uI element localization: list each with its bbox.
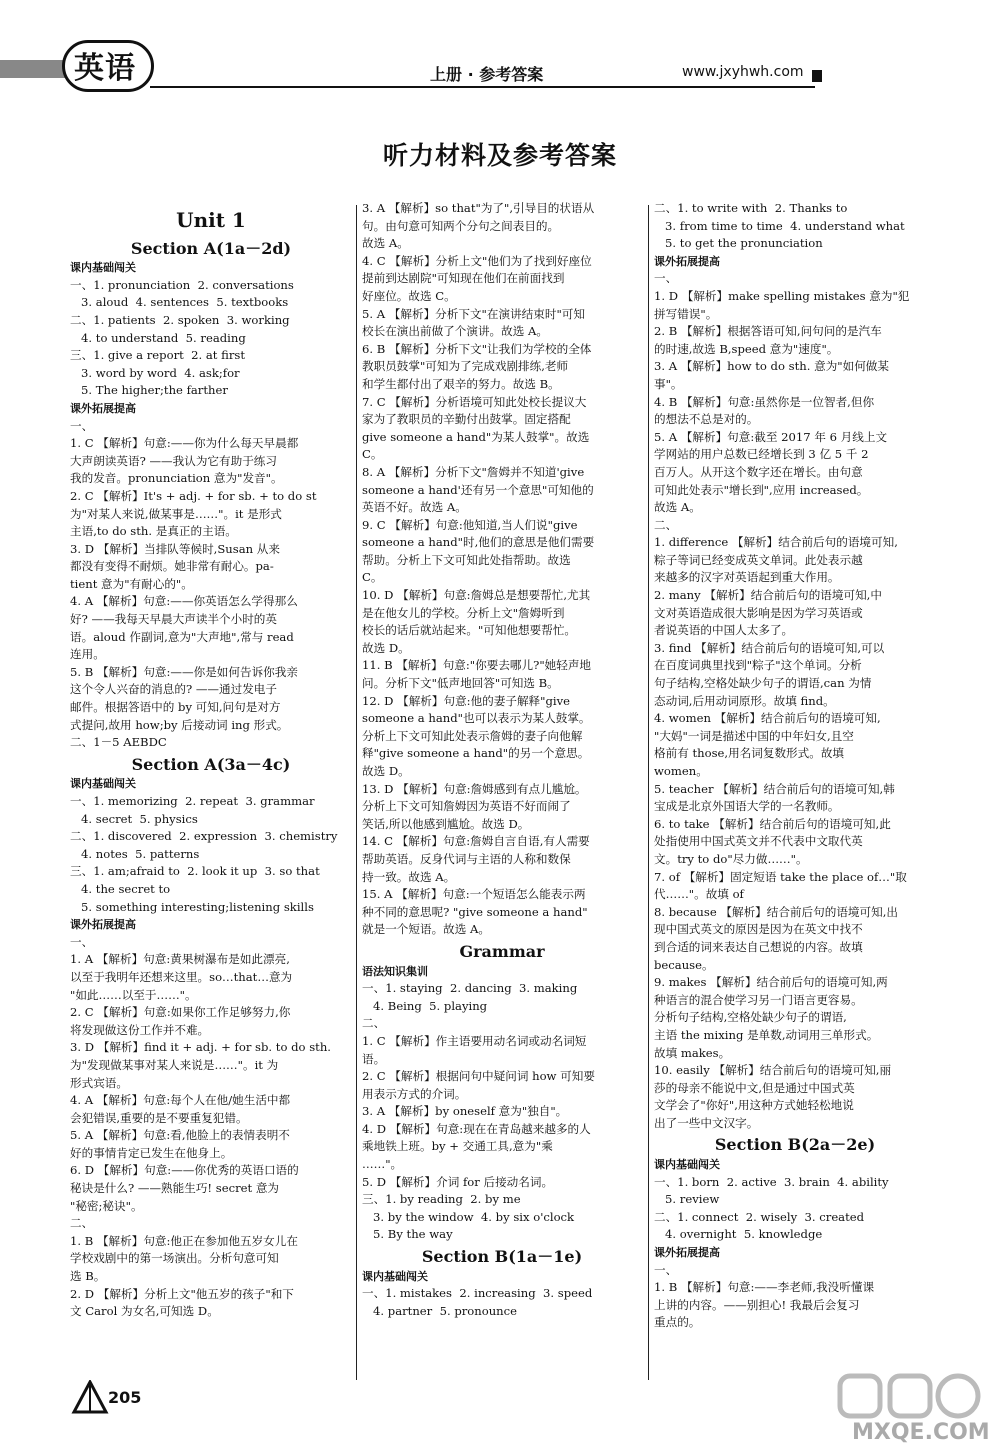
answer-line: 4. C 【解析】分析上文"他们为了找到好座位 [362,253,592,268]
section-heading: Section A(3a－4c) [131,754,291,774]
answer-line: 代……"。故填 of [654,887,744,902]
answer-line: 1. B 【解析】句意:他正在参加他五岁女儿在 [70,1233,298,1248]
answer-line: 宝成是北京外国语大学的一名教师。 [654,799,840,814]
answer-line: 帮助。分析上下文可知此处指帮助。故选 [362,552,571,567]
answer-line: 一、 [70,934,94,949]
answer-line: 5. A 【解析】句意:截至 2017 年 6 月线上文 [654,429,888,444]
answer-line: 3. A 【解析】by oneself 意为"独自"。 [362,1104,568,1119]
answer-line: "秘密;秘诀"。 [70,1198,143,1213]
answer-line: 问。分析下文"低声地回答"可知选 B。 [362,676,559,691]
watermark-text: MXQE.COM [852,1420,990,1445]
answer-line: 1. difference 【解析】结合前后句的语境可知, [654,535,898,550]
answer-line: 二、1. discovered 2. expression 3. chemistry [70,829,338,844]
answer-line: 这个令人兴奋的消息的? ——通过发电子 [70,682,277,697]
subsection-label: 课内基础闯关 [654,1158,720,1172]
answer-line: 12. D 【解析】句意:他的妻子解释"give [362,693,571,708]
answer-line: 形式宾语。 [70,1075,128,1090]
answer-line: 15. A 【解析】句意:一个短语怎么能表示两 [362,887,586,902]
answer-line: 以至于我明年还想来这里。so…that…意为 [70,969,293,984]
subsection-label: 课外拓展提高 [654,1246,720,1260]
answer-line: 二、1. patients 2. spoken 3. working [70,312,290,327]
answer-line: 三、1. give a report 2. at first [70,348,246,363]
answer-line: 4. women 【解析】结合前后句的语境可知, [654,711,881,726]
answer-line: 2. B 【解析】根据答语可知,问句问的是汽车 [654,324,882,339]
answer-line: 4. D 【解析】句意:现在在青岛越来越多的人 [362,1121,591,1136]
answer-line: 乘地铁上班。by + 交通工具,意为"乘 [362,1139,553,1154]
answer-line: 3. word by word 4. ask;for [70,365,240,380]
answer-line: 文对英语造成很大影响是因为学习英语或 [654,605,863,620]
answer-line: 我的发音。pronunciation 意为"发音"。 [70,471,283,486]
answer-line: 9. C 【解析】句意:他知道,当人们说"give [362,517,578,532]
answer-line: 1. D 【解析】make spelling mistakes 意为"犯 [654,288,910,303]
answer-line: give someone a hand"为某人鼓掌"。故选 [362,429,590,444]
answer-line: 2. C 【解析】It's + adj. + for sb. + to do st [70,488,317,503]
column-divider [648,205,649,1380]
answer-line: 5. A 【解析】分析下文"在演讲结束时"可知 [362,306,585,321]
answer-line: 4. Being 5. playing [362,998,488,1013]
answer-line: 4. overnight 5. knowledge [654,1227,823,1242]
answer-line: 式提问,故用 how;by 后接动词 ing 形式。 [70,717,289,732]
answer-line: 7. of 【解析】固定短语 take the place of…"取 [654,869,907,884]
column-divider [356,205,357,1380]
subsection-label: 课外拓展提高 [70,401,136,415]
answer-line: 故填 makes。 [654,1045,731,1060]
answer-line: 8. because 【解析】结合前后句的语境可知,出 [654,904,898,919]
answer-line: 一、1. born 2. active 3. brain 4. ability [654,1174,889,1189]
page-title: 听力材料及参考答案 [382,141,617,170]
answer-line: 处指使用中国式英文并不代表中文取代英 [654,834,863,849]
answer-line: 1. A 【解析】句意:黄果树瀑布是如此漂亮, [70,952,290,967]
answer-line: 13. D 【解析】句意:詹姆感到有点儿尴尬。 [362,781,587,796]
answer-line: 的时速,故选 B,speed 意为"速度"。 [654,341,839,356]
answer-line: 校长在演出前做了个演讲。故选 A。 [362,324,548,339]
english-logo [0,40,160,88]
answer-line: "如此……以至于……"。 [70,987,197,1002]
sailboat-icon [70,1380,110,1416]
header-marker [812,70,822,82]
answer-line: 连用。 [70,647,105,662]
answer-line: 5. By the way [362,1227,453,1242]
answer-line: 10. easily 【解析】结合前后句的语境可知,丽 [654,1063,892,1078]
answer-line: 提前到达剧院"可知现在他们在前面找到 [362,271,565,286]
answer-line: 故选 D。 [362,764,410,778]
answer-line: ……"。 [362,1157,403,1172]
section-heading: Section A(1a－2d) [130,238,292,258]
unit-heading: Unit 1 [176,208,246,232]
answer-line: 6. B 【解析】分析下文"让我们为学校的全体 [362,341,592,356]
answer-line: 在百度词典里找到"粽子"这个单词。分析 [654,658,862,673]
subsection-label: 课内基础闯关 [70,777,136,791]
answer-line: 4. the secret to [70,881,171,896]
answer-line: 大声朗读英语? ——我认为它有助于练习 [70,453,277,468]
answer-line: 用表示方式的介词。 [362,1086,467,1101]
section-heading: Section B(2a－2e) [714,1135,876,1155]
answer-line: because。 [654,957,714,972]
answer-line: 学网站的用户总数已经增长到 3 亿 5 千 2 [654,447,869,462]
answer-line: 格前有 those,用名词复数形式。故填 [654,746,845,761]
answer-line: 笑话,所以他感到尴尬。故选 D。 [362,816,530,831]
answer-line: C。 [362,447,383,462]
header-url: www.jxyhwh.com [682,64,804,80]
answer-line: 释"give someone a hand"的另一个意思。 [362,746,590,761]
answer-line: 一、 [70,418,94,433]
answer-line: 为"发现做某事对某人来说是……"。it 为 [70,1057,279,1072]
answer-line: 教职员鼓掌"可知为了完成戏剧排练,老师 [362,359,569,374]
answer-line: 和学生都付出了艰辛的努力。故选 B。 [362,376,560,391]
answer-line: 英语不好。故选 A。 [362,500,467,515]
answer-line: 5. B 【解析】句意:——你是如何告诉你我亲 [70,664,298,679]
answer-line: 语。aloud 作副词,意为"大声地",常与 read [70,629,294,644]
answer-line: 9. makes 【解析】结合前后句的语境可知,两 [654,975,888,990]
answer-line: 粽子等词已经变成英文单词。此处表示越 [654,552,863,567]
answer-line: 分析上下文可知此处表示詹姆的妻子向他解 [362,728,583,743]
answer-line: 百万人。从开这个数字还在增长。由句意 [654,464,863,479]
answer-line: 种不同的意思呢? "give someone a hand" [362,904,588,919]
answer-line: 8. A 【解析】分析下文"詹姆并不知道'give [362,464,585,479]
answer-line: 5. to get the pronunciation [654,236,823,251]
answer-column-right [654,200,936,1332]
answer-line: "大妈"一词是描述中国的中年妇女,且空 [654,728,854,743]
answer-line: 好的事情肯定已发生在他身上。 [70,1145,233,1160]
answer-line: 4. B 【解析】句意:虽然你是一位智者,但你 [654,394,875,409]
answer-line: 者说英语的中国人太多了。 [654,623,794,638]
answer-line: 5. D 【解析】介词 for 后接动名词。 [362,1174,554,1189]
answer-line: 一、 [654,271,678,286]
answer-line: 3. A 【解析】so that"为了",引导目的状语从 [362,201,595,215]
answer-line: 现中国式英文的原因是因为在英文中找不 [654,922,863,937]
answer-line: 就是一个短语。故选 A。 [362,922,490,937]
answer-line: 邮件。根据答语中的 by 可知,问句是对方 [70,700,281,715]
answer-line: 分析句子结构,空格处缺少句子的谓语, [654,1010,847,1025]
answer-line: 4. to understand 5. reading [70,330,246,345]
answer-line: someone a hand'还有另一个意思"可知他的 [362,482,594,497]
answer-line: 二、1－5 AEBDC [70,735,167,750]
answer-line: 1. C 【解析】句意:——你为什么每天早晨都 [70,436,299,451]
answer-line: 分析上下文可知詹姆因为英语不好而闹了 [362,799,571,814]
answer-line: 会犯错误,重要的是不要重复犯错。 [70,1110,248,1125]
answer-line: 出了一些中文汉字。 [654,1115,759,1130]
page-header [0,0,1000,100]
header-rule [150,86,815,88]
section-heading: Section B(1a－1e) [421,1247,583,1267]
answer-line: 3. find 【解析】结合前后句的语境可知,可以 [654,640,885,655]
answer-line: women。 [654,764,708,778]
answer-line: 3. by the window 4. by six o'clock [362,1209,575,1224]
answer-line: 持一致。故选 A。 [362,869,456,884]
subsection-label: 课外拓展提高 [654,254,720,268]
page-number: 205 [108,1388,142,1407]
answer-line: 5. something interesting;listening skills [70,899,314,914]
section-heading: Grammar [459,941,545,961]
answer-line: 态动词,后用动词原形。故填 find。 [654,693,835,708]
answer-line: 14. C 【解析】句意:詹姆自言自语,有人需要 [362,834,590,849]
answer-line: 6. D 【解析】句意:——你优秀的英语口语的 [70,1163,299,1178]
answer-line: 5. review [654,1192,720,1207]
answer-line: 家为了教职员的辛勤付出鼓掌。固定搭配 [362,412,571,427]
answer-line: 拼写错误"。 [654,306,718,321]
answer-line: 3. from time to time 4. understand what [654,218,905,233]
answer-line: 10. D 【解析】句意:詹姆总是想要帮忙,尤其 [362,588,591,603]
answer-line: someone a hand"时,他们的意思是他们需要 [362,535,595,550]
answer-line: 的想法不总是对的。 [654,412,759,427]
answer-line: 种语言的混合使学习另一门语言更容易。 [654,992,863,1007]
answer-line: 语。 [362,1051,386,1066]
answer-line: 好? ——我每天早晨大声读半个小时的英 [70,612,277,627]
answer-line: 文 Carol 为女名,可知选 D。 [70,1304,219,1319]
answer-line: 2. many 【解析】结合前后句的语境可知,中 [654,588,882,603]
answer-line: 为"对某人来说,做某事是……"。it 是形式 [70,506,282,521]
answer-line: 1. B 【解析】句意:——李老师,我没听懂课 [654,1280,875,1295]
answer-line: 故选 A。 [654,500,701,515]
answer-line: 一、1. memorizing 2. repeat 3. grammar [70,794,315,808]
answer-line: 11. B 【解析】句意:"你要去哪儿?"她轻声地 [362,658,592,673]
answer-line: 4. A 【解析】句意:每个人在他/她生活中都 [70,1093,291,1108]
answer-line: 一、1. mistakes 2. increasing 3. speed [362,1286,593,1301]
answer-line: 三、1. by reading 2. by me [362,1192,521,1207]
answer-line: 一、1. pronunciation 2. conversations [70,277,294,292]
answer-line: 故选 D。 [362,640,410,655]
answer-line: 4. notes 5. patterns [70,846,200,861]
answer-line: 3. aloud 4. sentences 5. textbooks [70,295,289,310]
header-title: 上册 · 参考答案 [430,65,544,84]
subsection-label: 课内基础闯关 [70,261,136,275]
answer-line: 1. C 【解析】作主语要用动名词或动名词短 [362,1033,587,1048]
answer-line: 二、 [362,1016,386,1031]
answer-line: 句子结构,空格处缺少句子的谓语,can 为情 [654,676,872,691]
answer-line: 学校戏剧中的第一场演出。分析句意可知 [70,1251,279,1266]
answer-line: 2. C 【解析】根据问句中疑问词 how 可知要 [362,1069,595,1084]
answer-line: 可知此处表示"增长到",应用 increased。 [654,482,869,497]
answer-line: 一、1. staying 2. dancing 3. making [362,981,578,996]
answer-line: 好座位。故选 C。 [362,288,456,303]
answer-line: 是在他女儿的学校。分析上文"詹姆听到 [362,605,565,620]
subsection-label: 课外拓展提高 [70,918,136,932]
answer-line: C。 [362,570,383,585]
answer-line: 到合适的词来表达自己想说的内容。故填 [654,939,863,954]
answer-line: 二、 [70,1216,94,1231]
answer-line: 4. partner 5. pronounce [362,1303,518,1318]
answer-line: 5. teacher 【解析】结合前后句的语境可知,韩 [654,781,895,796]
subsection-label: 语法知识集训 [362,964,428,978]
answer-line: 二、1. connect 2. wisely 3. created [654,1209,865,1224]
answer-line: 秘诀是什么? ——熟能生巧! secret 意为 [70,1181,280,1196]
answer-line: 将发现做这份工作并不难。 [70,1022,210,1037]
answer-line: 一、 [654,1262,678,1277]
answer-line: 来越多的汉字对英语起到重大作用。 [654,570,840,585]
answer-line: 莎的母亲不能说中文,但是通过中国式英 [654,1080,855,1095]
answer-line: 2. D 【解析】分析上文"他五岁的孩子"和下 [70,1286,294,1301]
answer-column-middle [362,200,642,1320]
answer-line: 故选 A。 [362,236,409,251]
answer-line: 3. D 【解析】find it + adj. + for sb. to do sth. [70,1040,331,1055]
answer-line: 3. D 【解析】当排队等候时,Susan 从来 [70,541,280,556]
answer-line: 文学会了"你好",用这种方式她轻松地说 [654,1098,854,1113]
answer-line: 二、1. to write with 2. Thanks to [654,201,848,215]
answer-line: tient 意为"有耐心的"。 [70,576,193,591]
answer-line: 7. C 【解析】分析语境可知此处校长提议大 [362,394,587,409]
answer-line: 三、1. am;afraid to 2. look it up 3. so that [70,864,320,879]
answer-line: 二、 [654,517,678,532]
logo-text: 英语 [74,51,136,86]
answer-line: 6. to take 【解析】结合前后句的语境可知,此 [654,816,891,831]
answer-line: 选 B。 [70,1269,106,1284]
answer-line: 重点的。 [654,1315,701,1330]
answer-line: 校长的话后就站起来。"可知他想要帮忙。 [362,623,577,638]
answer-line: 主语 the mixing 是单数,动词用三单形式。 [654,1027,879,1042]
answer-line: 帮助英语。反身代词与主语的人称和数保 [362,851,571,866]
answer-line: 4. secret 5. physics [70,811,198,826]
answer-line: 3. A 【解析】how to do sth. 意为"如何做某 [654,359,889,374]
answer-line: 5. A 【解析】句意:看,他脸上的表情表明不 [70,1128,290,1143]
answer-line: 事"。 [654,376,683,391]
answer-line: 文。try to do"尽力做……"。 [654,851,808,866]
answer-line: 4. A 【解析】句意:——你英语怎么学得那么 [70,594,298,609]
answer-line: 5. The higher;the farther [70,383,228,398]
answer-line: 2. C 【解析】句意:如果你工作足够努力,你 [70,1005,291,1020]
answer-column-left [70,200,352,1321]
answer-line: 都没有变得不耐烦。她非常有耐心。pa- [70,559,274,574]
subsection-label: 课内基础闯关 [362,1269,428,1283]
answer-line: 上讲的内容。——别担心! 我最后会复习 [654,1297,860,1312]
answer-line: someone a hand"也可以表示为某人鼓掌。 [362,711,591,726]
answer-line: 主语,to do sth. 是真正的主语。 [70,524,237,539]
answer-line: 句。由句意可知两个分句之间表目的。 [362,218,560,233]
